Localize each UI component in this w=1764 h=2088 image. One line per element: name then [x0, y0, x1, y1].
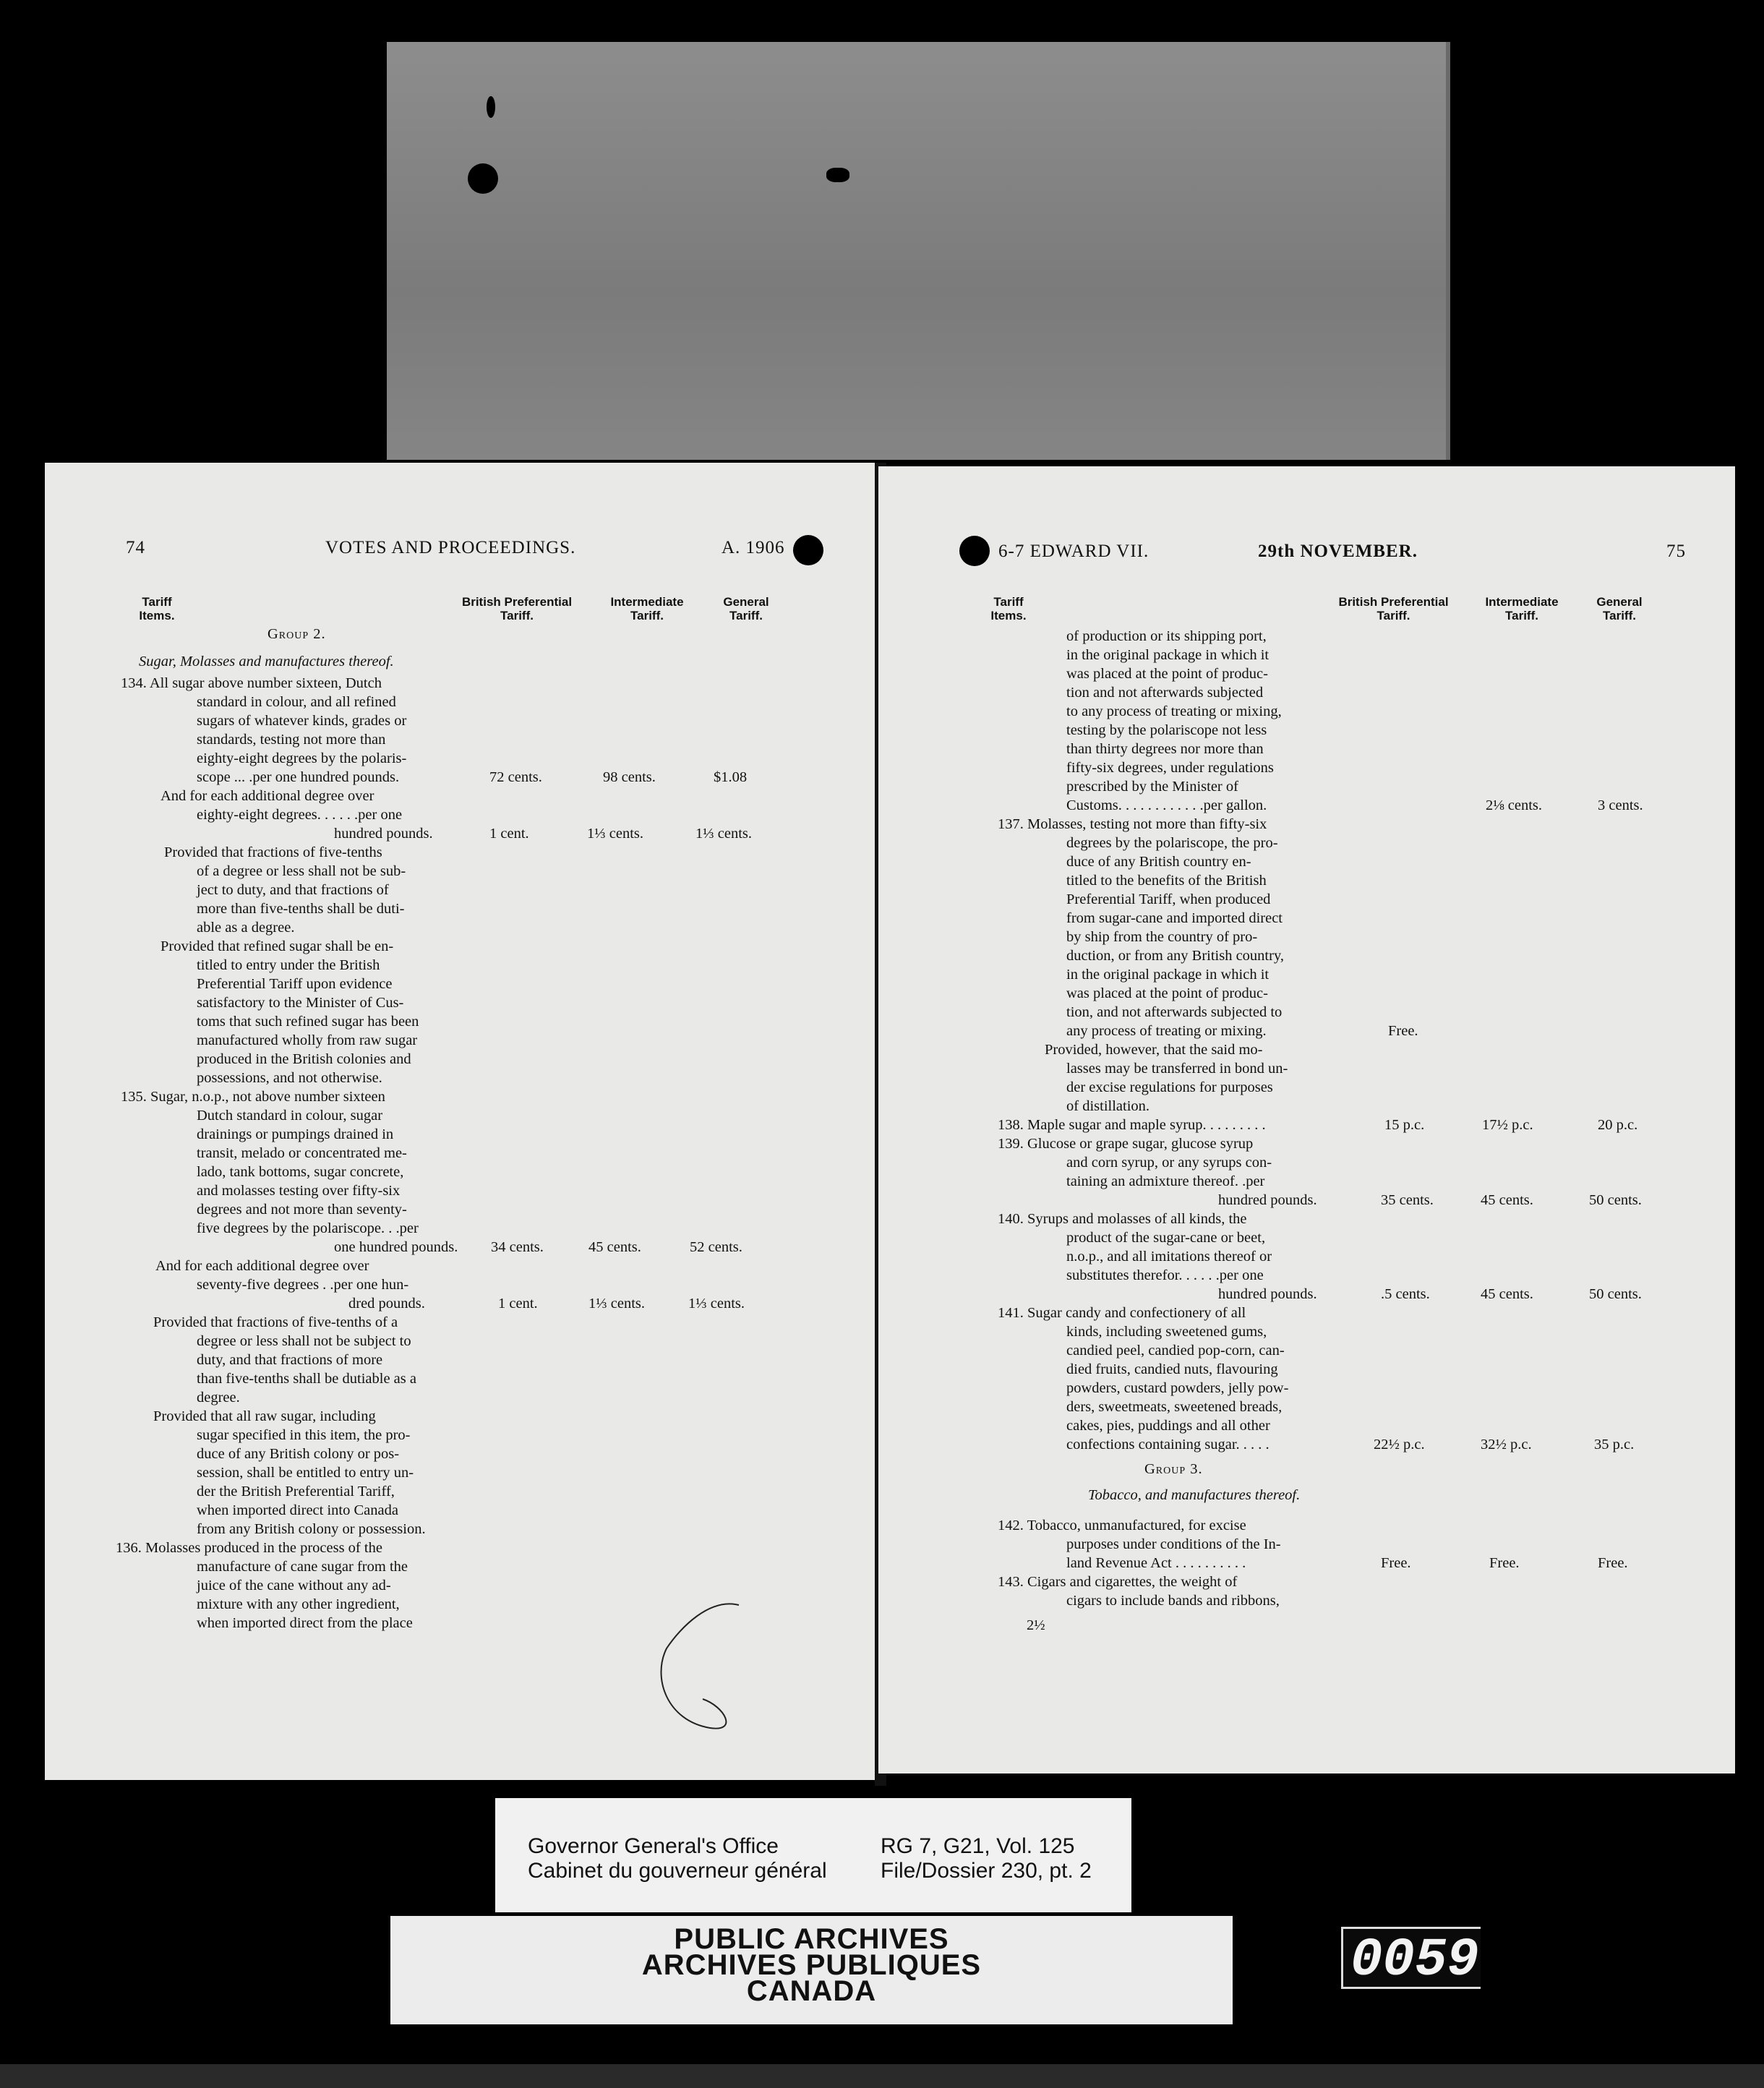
punch-hole	[826, 168, 849, 182]
text-line: substitutes therefor. . . . . .per one	[1066, 1267, 1264, 1283]
hair-squiggle	[638, 1598, 768, 1742]
rate-intermediate: 45 cents.	[1481, 1192, 1533, 1208]
text-line: standard in colour, and all refined	[197, 694, 396, 710]
rate-intermediate: 2⅛ cents.	[1486, 797, 1542, 813]
rate-british: 34 cents.	[491, 1239, 544, 1255]
group-title: Tobacco, and manufactures thereof.	[1088, 1487, 1301, 1503]
text-line: cigars to include bands and ribbons,	[1066, 1593, 1280, 1609]
col-general: General Tariff.	[723, 595, 769, 622]
text-line: Preferential Tariff upon evidence	[197, 976, 393, 992]
text-line: Provided that fractions of five-tenths of a	[153, 1314, 398, 1330]
col-tariff-items: Tariff Items.	[139, 595, 175, 622]
text-line: was placed at the point of produc-	[1066, 666, 1268, 682]
text-line: 135. Sugar, n.o.p., not above number sixteen	[121, 1089, 385, 1105]
col-intermediate: Intermediate Tariff.	[1485, 595, 1559, 622]
text-line: n.o.p., and all imitations thereof or	[1066, 1249, 1272, 1265]
rate-general: Free.	[1598, 1555, 1628, 1571]
text-line: of a degree or less shall not be sub-	[197, 863, 406, 879]
text-line: was placed at the point of produc-	[1066, 985, 1268, 1001]
text-line: session, shall be entitled to entry un-	[197, 1465, 414, 1481]
text-line: drainings or pumpings drained in	[197, 1126, 394, 1142]
text-line: tion, and not afterwards subjected to	[1066, 1004, 1283, 1020]
text-line: by ship from the country of pro-	[1066, 929, 1258, 945]
text-line: hundred pounds.	[1218, 1192, 1317, 1208]
rate-intermediate: 17½ p.c.	[1482, 1117, 1533, 1133]
text-line: five degrees by the polariscope. . .per	[197, 1220, 419, 1236]
text-line: land Revenue Act . . . . . . . . . .	[1066, 1555, 1246, 1571]
file-reference: File/Dossier 230, pt. 2	[881, 1859, 1092, 1883]
text-line: any process of treating or mixing.	[1066, 1023, 1267, 1039]
col-british: British Preferential Tariff.	[461, 595, 573, 622]
text-line: eighty-eight degrees by the polaris-	[197, 750, 407, 766]
text-line: 143. Cigars and cigarettes, the weight of	[998, 1574, 1238, 1590]
text-line: Provided, however, that the said mo-	[1045, 1042, 1263, 1058]
text-line: Customs. . . . . . . . . . . .per gallon.	[1066, 797, 1267, 813]
text-line: from any British colony or possession.	[197, 1521, 426, 1537]
office-en: Governor General's Office	[528, 1834, 779, 1858]
punch-hole	[793, 535, 823, 565]
rate-intermediate: 45 cents.	[588, 1239, 641, 1255]
text-line: 136. Molasses produced in the process of the	[116, 1540, 382, 1556]
group-heading: Group 2.	[267, 626, 326, 642]
text-line: lado, tank bottoms, sugar concrete,	[197, 1164, 404, 1180]
text-line: kinds, including sweetened gums,	[1066, 1324, 1267, 1340]
rate-british: .5 cents.	[1381, 1286, 1430, 1302]
stamp-line3: CANADA	[746, 1975, 877, 2007]
year: A. 1906	[722, 538, 785, 557]
text-line: transit, melado or concentrated me-	[197, 1145, 407, 1161]
text-line: testing by the polariscope not less	[1066, 722, 1267, 738]
rate-general: 52 cents.	[690, 1239, 742, 1255]
text-line: titled to the benefits of the British	[1066, 873, 1267, 889]
text-line: mixture with any other ingredient,	[197, 1596, 400, 1612]
text-line: than thirty degrees nor more than	[1066, 741, 1264, 757]
text-line: ject to duty, and that fractions of	[197, 882, 389, 898]
rate-intermediate: Free.	[1489, 1555, 1520, 1571]
col-general: General Tariff.	[1596, 595, 1643, 622]
rate-british: 1 cent.	[489, 826, 529, 842]
left-page	[45, 463, 880, 1780]
text-line: duty, and that fractions of more	[197, 1352, 383, 1368]
text-line: der the British Preferential Tariff,	[197, 1484, 395, 1499]
rate-intermediate: 1⅓ cents.	[587, 826, 643, 842]
text-line: died fruits, candied nuts, flavouring	[1066, 1361, 1278, 1377]
right-page	[878, 466, 1735, 1773]
archive-label	[495, 1798, 1131, 1912]
text-line: taining an admixture thereof. .per	[1066, 1173, 1265, 1189]
rate-general: 3 cents.	[1598, 797, 1643, 813]
text-line: product of the sugar-cane or beet,	[1066, 1230, 1266, 1246]
rate-general: 1⅓ cents.	[695, 826, 752, 842]
text-line: scope ... .per one hundred pounds.	[197, 769, 400, 785]
text-line: Provided that refined sugar shall be en-	[160, 938, 394, 954]
text-line: cakes, pies, puddings and all other	[1066, 1418, 1270, 1434]
text-line: degrees by the polariscope, the pro-	[1066, 835, 1278, 851]
text-line: when imported direct from the place	[197, 1615, 413, 1631]
text-line: titled to entry under the British	[197, 957, 380, 973]
text-line: duce of any British country en-	[1066, 854, 1251, 870]
rate-british: 22½ p.c.	[1374, 1437, 1425, 1452]
text-line: and molasses testing over fifty-six	[197, 1183, 401, 1199]
text-line: satisfactory to the Minister of Cus-	[197, 995, 404, 1011]
text-line: 140. Syrups and molasses of all kinds, the	[998, 1211, 1247, 1227]
rate-intermediate: 45 cents.	[1481, 1286, 1533, 1302]
signature-mark: 2½	[1027, 1617, 1045, 1633]
rate-british: 35 cents.	[1381, 1192, 1434, 1208]
rate-british: 1 cent.	[498, 1296, 538, 1312]
text-line: degrees and not more than seventy-	[197, 1202, 407, 1218]
rate-british: 15 p.c.	[1384, 1117, 1425, 1133]
rate-general: 50 cents.	[1589, 1192, 1642, 1208]
text-line: than five-tenths shall be dutiable as a	[197, 1371, 416, 1387]
text-line: Provided that all raw sugar, including	[153, 1408, 376, 1424]
text-line: 137. Molasses, testing not more than fifty-six	[998, 816, 1267, 832]
col-tariff-items: Tariff Items.	[990, 595, 1027, 622]
group-heading: Group 3.	[1144, 1461, 1203, 1477]
punch-hole	[468, 163, 498, 194]
rate-british: 72 cents.	[489, 769, 542, 785]
stamp-line1: PUBLIC ARCHIVES	[674, 1923, 949, 1955]
rate-general: 35 p.c.	[1594, 1437, 1635, 1452]
text-line: And for each additional degree over	[160, 788, 374, 804]
frame-counter	[1341, 1927, 1481, 1989]
rate-intermediate: 32½ p.c.	[1481, 1437, 1532, 1452]
page-number: 74	[126, 538, 145, 557]
col-intermediate: Intermediate Tariff.	[610, 595, 684, 622]
text-line: sugars of whatever kinds, grades or	[197, 713, 407, 729]
text-line: der excise regulations for purposes	[1066, 1079, 1273, 1095]
text-line: powders, custard powders, jelly pow-	[1066, 1380, 1289, 1396]
text-line: fifty-six degrees, under regulations	[1066, 760, 1274, 776]
text-line: Preferential Tariff, when produced	[1066, 891, 1271, 907]
frame-number: 0059	[1350, 1930, 1479, 1991]
text-line: from sugar-cane and imported direct	[1066, 910, 1283, 926]
rate-british: Free.	[1388, 1023, 1418, 1039]
rate-general: $1.08	[714, 769, 748, 785]
text-line: lasses may be transferred in bond un-	[1066, 1061, 1288, 1077]
punch-hole	[487, 96, 495, 118]
text-line: 141. Sugar candy and confectionery of all	[998, 1305, 1246, 1321]
col-british: British Preferential Tariff.	[1338, 595, 1449, 622]
rate-general: 20 p.c.	[1598, 1117, 1638, 1133]
text-line: Provided that fractions of five-tenths	[164, 844, 382, 860]
text-line: hundred pounds.	[334, 826, 433, 842]
reference: RG 7, G21, Vol. 125	[881, 1834, 1075, 1858]
text-line: in the original package in which it	[1066, 967, 1270, 983]
text-line: seventy-five degrees . .per one hun-	[197, 1277, 409, 1293]
archives-stamp	[390, 1916, 1233, 2024]
text-line: manufacture of cane sugar from the	[197, 1559, 408, 1575]
text-line: sugar specified in this item, the pro-	[197, 1427, 411, 1443]
text-line: 138. Maple sugar and maple syrup. . . . . . . . .	[998, 1117, 1266, 1133]
text-line: of production or its shipping port,	[1066, 628, 1267, 644]
text-line: juice of the cane without any ad-	[197, 1578, 391, 1593]
text-line: Dutch standard in colour, sugar	[197, 1108, 383, 1124]
text-line: one hundred pounds.	[334, 1239, 458, 1255]
running-title: 6-7 EDWARD VII.	[998, 542, 1149, 561]
stamp-line2: ARCHIVES PUBLIQUES	[641, 1949, 982, 1981]
running-title: VOTES AND PROCEEDINGS.	[325, 538, 576, 557]
text-line: to any process of treating or mixing,	[1066, 703, 1282, 719]
text-line: degree or less shall not be subject to	[197, 1333, 411, 1349]
text-line: in the original package in which it	[1066, 647, 1270, 663]
group-title: Sugar, Molasses and manufactures thereof.	[139, 654, 394, 669]
office-fr: Cabinet du gouverneur général	[528, 1859, 827, 1883]
text-line: 139. Glucose or grape sugar, glucose syrup	[998, 1136, 1254, 1152]
text-line: purposes under conditions of the In-	[1066, 1536, 1281, 1552]
text-line: possessions, and not otherwise.	[197, 1070, 382, 1086]
punch-hole	[959, 536, 990, 566]
text-line: duce of any British colony or pos-	[197, 1446, 400, 1462]
text-line: duction, or from any British country,	[1066, 948, 1284, 964]
text-line: candied peel, candied pop-corn, can-	[1066, 1343, 1285, 1359]
text-line: of distillation.	[1066, 1098, 1150, 1114]
text-line: 134. All sugar above number sixteen, Dutch	[121, 675, 382, 691]
page-number: 75	[1666, 542, 1686, 561]
text-line: more than five-tenths shall be duti-	[197, 901, 405, 917]
rate-intermediate: 1⅓ cents.	[588, 1296, 645, 1312]
text-line: produced in the British colonies and	[197, 1051, 411, 1067]
text-line: degree.	[197, 1390, 240, 1405]
text-line: able as a degree.	[197, 920, 295, 936]
rate-general: 50 cents.	[1589, 1286, 1642, 1302]
text-line: toms that such refined sugar has been	[197, 1014, 419, 1030]
film-edge	[0, 2064, 1764, 2088]
text-line: eighty-eight degrees. . . . . .per one	[197, 807, 403, 823]
text-line: confections containing sugar. . . . .	[1066, 1437, 1270, 1452]
rate-british: Free.	[1381, 1555, 1411, 1571]
text-line: tion and not afterwards subjected	[1066, 685, 1264, 701]
date: 29th NOVEMBER.	[1258, 542, 1418, 561]
text-line: prescribed by the Minister of	[1066, 779, 1238, 795]
text-line: manufactured wholly from raw sugar	[197, 1032, 418, 1048]
text-line: hundred pounds.	[1218, 1286, 1317, 1302]
text-line: and corn syrup, or any syrups con-	[1066, 1155, 1272, 1171]
text-line: 142. Tobacco, unmanufactured, for excise	[998, 1518, 1246, 1533]
text-line: And for each additional degree over	[155, 1258, 369, 1274]
text-line: dred pounds.	[348, 1296, 425, 1312]
backing-sheet	[387, 42, 1450, 460]
text-line: standards, testing not more than	[197, 732, 386, 748]
text-line: when imported direct into Canada	[197, 1502, 398, 1518]
rate-general: 1⅓ cents.	[688, 1296, 745, 1312]
text-line: ders, sweetmeats, sweetened breads,	[1066, 1399, 1283, 1415]
rate-intermediate: 98 cents.	[603, 769, 656, 785]
